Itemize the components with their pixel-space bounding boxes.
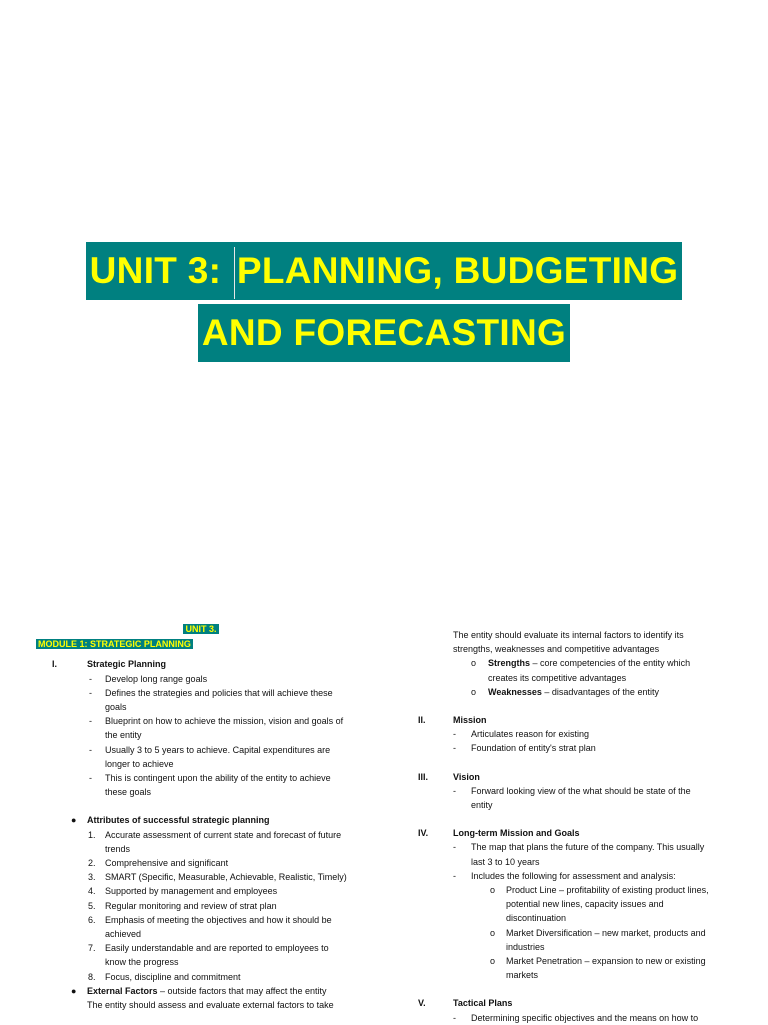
spacer: [418, 982, 758, 996]
bullet-item-text: Develop long range goals: [105, 673, 208, 684]
attribute-text: trends: [105, 843, 131, 854]
dash-marker: -: [89, 744, 92, 755]
bullet-item: [418, 869, 758, 883]
dash-marker: -: [89, 716, 92, 727]
bullet-item: [418, 727, 758, 741]
section-heading: Mission: [453, 715, 487, 726]
bullet-item: [36, 743, 376, 771]
title-highlight-1: [86, 242, 683, 300]
section-tactical: [418, 996, 758, 1010]
attribute-text: Supported by management and employees: [105, 886, 278, 897]
attribute-number: 4.: [88, 886, 96, 897]
dash-marker: -: [453, 842, 456, 853]
attribute-text: Emphasis of meeting the objectives and how it should be: [105, 914, 332, 925]
dash-marker: -: [453, 870, 456, 881]
attribute-number: 7.: [88, 943, 96, 954]
bullet-item-text: Forward looking view of the what should be state of the: [471, 785, 691, 796]
left-column: [36, 622, 376, 1012]
section-number: III.: [418, 771, 429, 782]
unit-label-row: [36, 622, 366, 636]
attribute-text: Focus, discipline and commitment: [105, 971, 241, 982]
spacer: [418, 812, 758, 826]
bullet-dot-icon: ●: [71, 985, 77, 996]
bullet-item-text: last 3 to 10 years: [471, 856, 540, 867]
section-vision: [418, 770, 758, 784]
attributes-heading: Attributes of successful strategic planning: [87, 815, 270, 826]
attribute-number: 6.: [88, 914, 96, 925]
weaknesses-row: [418, 685, 758, 699]
attribute-text: SMART (Specific, Measurable, Achievable, Realistic, Timely): [105, 872, 347, 883]
bullet-item-text: Usually 3 to 5 years to achieve. Capital expenditures are: [105, 744, 331, 755]
section-number: II.: [418, 715, 426, 726]
circle-bullet-icon: o: [471, 686, 477, 697]
bullet-item-text: Includes the following for assessment and analysis:: [471, 870, 676, 881]
right-column: [418, 628, 758, 1025]
attribute-text: know the progress: [105, 957, 179, 968]
right-sections: [418, 713, 758, 1025]
strengths-row: [418, 656, 758, 670]
attributes-list: [36, 828, 376, 984]
external-factors-row: [36, 984, 376, 998]
spacer: [418, 756, 758, 770]
bullet-item-text: these goals: [105, 787, 152, 798]
bullet-item-text: Determining specific objectives and the means on how to: [471, 1012, 699, 1023]
attribute-item: [36, 856, 376, 870]
circle-bullet-icon: o: [490, 956, 496, 967]
circle-bullet-icon: o: [471, 658, 477, 669]
attribute-item: [36, 913, 376, 941]
dash-marker: -: [89, 773, 92, 784]
unit-label: UNIT 3.: [185, 624, 217, 634]
attribute-text: Accurate assessment of current state and forecast of future: [105, 829, 342, 840]
attribute-item: [36, 884, 376, 898]
bullet-item: [36, 686, 376, 714]
sub-item-text: potential new lines, capacity issues and: [506, 899, 664, 910]
sub-item-text: markets: [506, 970, 539, 981]
bullet-item: [36, 714, 376, 742]
weaknesses-bold: Weaknesses: [488, 686, 542, 697]
title-line-2: [0, 304, 768, 362]
bullet-dot-icon: ●: [71, 815, 77, 826]
attribute-text: Regular monitoring and review of strat plan: [105, 900, 277, 911]
attribute-item: [36, 941, 376, 969]
bullet-item: [418, 784, 758, 812]
strengths-bold: Strengths: [488, 658, 531, 669]
bullet-item: [418, 1011, 758, 1025]
attribute-number: 5.: [88, 900, 96, 911]
section-strategic-planning: [36, 657, 376, 671]
section-number: IV.: [418, 828, 429, 839]
bullet-item-text: Defines the strategies and policies that will achieve these: [105, 687, 333, 698]
module-label: MODULE 1: STRATEGIC PLANNING: [38, 639, 191, 650]
sub-item-text: industries: [506, 941, 545, 952]
bullet-item: [36, 771, 376, 799]
bullet-item-text: entity: [471, 800, 493, 811]
module-label-row: [36, 637, 376, 651]
section-heading: Vision: [453, 771, 480, 782]
bullet-item: [418, 840, 758, 868]
section-heading: Long-term Mission and Goals: [453, 828, 580, 839]
sub-item: [418, 883, 758, 926]
external-factors-bold: External Factors: [87, 985, 158, 996]
attribute-text: Comprehensive and significant: [105, 858, 229, 869]
intro-line-1: The entity should evaluate its internal factors to identify its: [453, 630, 684, 640]
section-mission: [418, 713, 758, 727]
section-number: I.: [52, 659, 58, 670]
text-cursor: [234, 247, 235, 299]
sub-item-text: Product Line – profitability of existing product lines,: [506, 885, 709, 896]
section-longterm: [418, 826, 758, 840]
circle-bullet-icon: o: [490, 885, 496, 896]
sub-item: [418, 926, 758, 954]
attribute-number: 1.: [88, 829, 96, 840]
title-part-unit: UNIT 3:: [89, 250, 232, 291]
strategic-planning-bullets: [36, 672, 376, 800]
dash-marker: -: [89, 673, 92, 684]
attribute-item: [36, 970, 376, 984]
dash-marker: -: [453, 785, 456, 796]
bullet-item: [418, 741, 758, 755]
sub-item: [418, 954, 758, 982]
attribute-text: Easily understandable and are reported to employees to: [105, 943, 329, 954]
attribute-item: [36, 899, 376, 913]
attributes-heading-row: [36, 813, 376, 827]
attribute-number: 8.: [88, 971, 96, 982]
title-part-topic: PLANNING, BUDGETING: [236, 250, 679, 291]
strengths-line2: creates its competitive advantages: [488, 672, 627, 683]
dash-marker: -: [89, 687, 92, 698]
attribute-number: 2.: [88, 858, 96, 869]
intro-line-2: strengths, weaknesses and competitive advantages: [453, 644, 660, 655]
section-heading: Strategic Planning: [87, 659, 167, 670]
sub-item-text: Market Penetration – expansion to new or existing: [506, 956, 706, 967]
attribute-item: [36, 828, 376, 856]
bullet-item-text: Blueprint on how to achieve the mission, vision and goals of: [105, 716, 344, 727]
bullet-item: [36, 672, 376, 686]
bullet-item-text: goals: [105, 702, 127, 713]
bullet-item-text: This is contingent upon the ability of the entity to achieve: [105, 773, 331, 784]
external-factors-line2: The entity should assess and evaluate external factors to take: [87, 1000, 334, 1011]
bullet-item-text: Foundation of entity's strat plan: [471, 743, 596, 754]
sub-item-text: discontinuation: [506, 913, 567, 924]
strengths-text: – core competencies of the entity which: [530, 658, 691, 669]
attribute-text: achieved: [105, 929, 142, 940]
bullet-item-text: Articulates reason for existing: [471, 729, 590, 740]
dash-marker: -: [453, 743, 456, 754]
dash-marker: -: [453, 1012, 456, 1023]
section-number: V.: [418, 998, 426, 1009]
bullet-item-text: longer to achieve: [105, 758, 174, 769]
section-heading: Tactical Plans: [453, 998, 513, 1009]
bullet-item-text: The map that plans the future of the company. This usually: [471, 842, 705, 853]
weaknesses-text: – disadvantages of the entity: [541, 686, 659, 697]
external-factors-text: – outside factors that may affect the entity: [157, 985, 327, 996]
attribute-number: 3.: [88, 872, 96, 883]
circle-bullet-icon: o: [490, 927, 496, 938]
sub-item-text: Market Diversification – new market, products and: [506, 927, 706, 938]
attribute-item: [36, 870, 376, 884]
bullet-item-text: the entity: [105, 730, 142, 741]
title-highlight-2: AND FORECASTING: [198, 304, 570, 362]
title-line-1: [0, 242, 768, 300]
dash-marker: -: [453, 729, 456, 740]
